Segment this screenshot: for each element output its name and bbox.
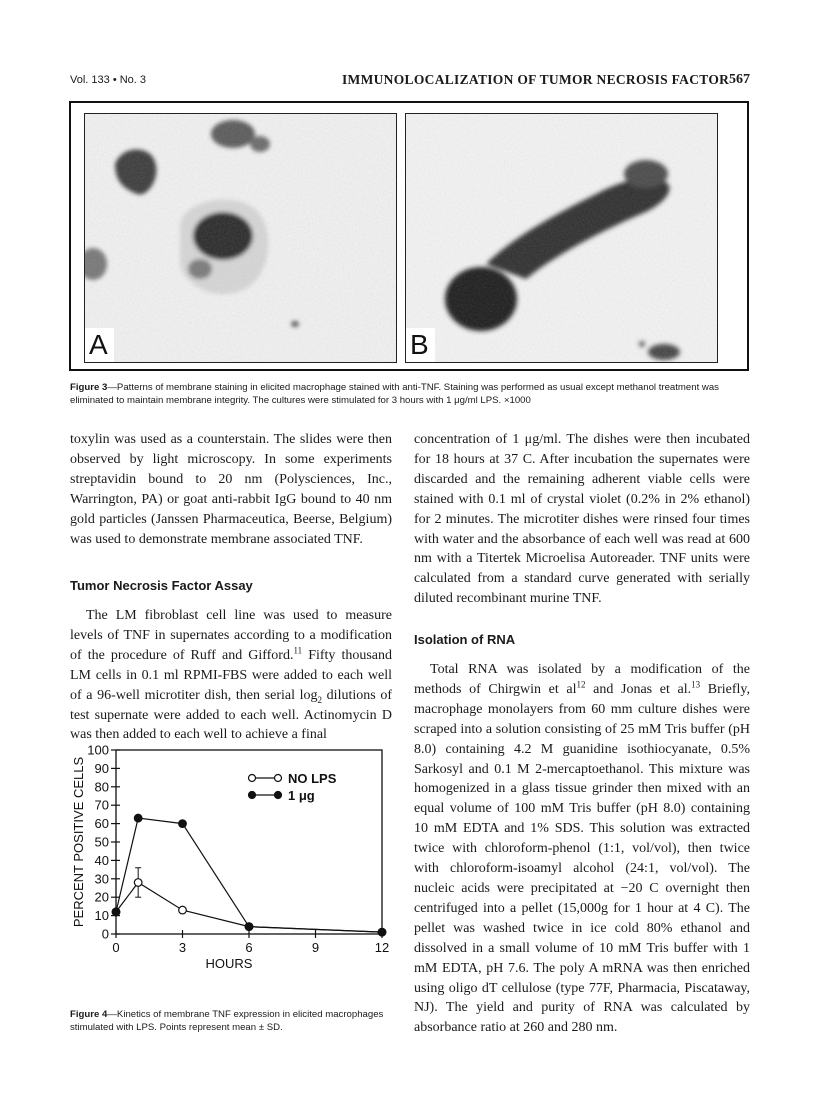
- section-isolation-of-rna: [414, 630, 750, 1038]
- paragraph-text: Total RNA was isolated by a modification of the methods of Chirgwin et al: [414, 662, 750, 697]
- y-tick-label: 10: [94, 908, 109, 924]
- data-point-open: [179, 906, 187, 914]
- series-line: [116, 818, 382, 932]
- volume-issue: Vol. 133 • No. 3: [70, 74, 147, 86]
- micrograph-panel-b: [405, 113, 718, 363]
- legend-marker: [249, 792, 256, 799]
- body-paragraph: toxylin was used as a counterstain. The slides were then observed by light microscopy. In some experiments streptavidin bound to 20 nm (Polysciences, Inc., Warrington, PA) or goat anti-rabbit IgG bound to 40 nm gold particles (Janssen Pharmaceutica, Beerse, Belgium) was used to demonstrate membrane associated TNF.: [70, 432, 392, 547]
- y-tick-label: 40: [94, 852, 109, 868]
- section-heading-isolation-of-rna: Isolation of RNA: [414, 632, 516, 647]
- y-tick-label: 60: [94, 816, 109, 832]
- legend-marker: [275, 775, 282, 782]
- reference-11: 11: [293, 645, 303, 656]
- data-point-filled: [112, 908, 120, 916]
- micrograph-a-image: [85, 114, 397, 363]
- x-tick-label: 6: [245, 940, 253, 955]
- paragraph-text: The LM fibroblast cell line was used to measure levels of TNF in supernates according to a modification of the procedure of Ruff and Gifford.: [70, 608, 392, 663]
- y-tick-label: 20: [94, 889, 109, 905]
- x-tick-label: 3: [178, 940, 187, 955]
- y-tick-label: 30: [94, 871, 109, 887]
- x-axis-label: HOURS: [205, 956, 253, 971]
- y-tick-label: 70: [94, 797, 109, 813]
- section-tnf-assay: [70, 576, 392, 745]
- y-axis-label: PERCENT POSITIVE CELLS: [71, 756, 86, 928]
- figure-3-label: Figure 3: [70, 382, 108, 393]
- data-point-filled: [179, 820, 187, 828]
- left-column-intro: [70, 430, 392, 549]
- figure-4-chart: [66, 738, 396, 1003]
- data-point-filled: [134, 814, 142, 822]
- paragraph-text: and Jonas et al.: [585, 681, 692, 697]
- page-number: 567: [729, 72, 750, 87]
- x-tick-label: 12: [374, 940, 390, 955]
- figure-4-caption: [70, 1008, 390, 1034]
- data-point-filled: [378, 928, 386, 936]
- body-paragraph: [70, 606, 392, 745]
- running-header: [70, 72, 750, 90]
- panel-b-label: B: [406, 328, 435, 362]
- y-tick-label: 90: [94, 760, 109, 776]
- right-column-intro: [414, 430, 750, 609]
- figure-3-caption-text: —Patterns of membrane staining in elicited macrophage stained with anti-TNF. Staining was performed as usual except methanol treatment was eliminated to maintain membrane integrity. The cultures were stimulated for 3 hours with 1 μg/ml LPS. ×1000: [70, 382, 719, 406]
- figure-4-label: Figure 4: [70, 1009, 108, 1020]
- reference-12: 12: [576, 679, 586, 690]
- legend-marker: [249, 775, 256, 782]
- y-tick-label: 80: [94, 779, 109, 795]
- micrograph-b-image: [406, 114, 718, 363]
- legend-label: NO LPS: [288, 771, 337, 786]
- y-tick-label: 50: [94, 834, 109, 850]
- running-title: IMMUNOLOCALIZATION OF TUMOR NECROSIS FACTOR: [342, 72, 730, 87]
- x-tick-label: 9: [311, 940, 320, 955]
- y-tick-label: 100: [87, 742, 109, 758]
- paragraph-text: Briefly, macrophage monolayers from 60 mm culture dishes were scraped into a solution consisting of 25 mM Tris buffer (pH 8.0) containing 4.2 M guanidine isothiocyanate, 0.5% Sarkosyl and 0.1 M 2-mercaptoethanol. This mixture was homogenized in a glass tissue grinder then mixed with an equal volume of 100 mM Tris buffer (pH 8.0) containing 10 mM EDTA and 1% SDS. This solution was extracted twice with chloroform-phenol (1:1, vol/vol), then twice with chloroform-isoamyl alcohol (24:1, vol/vol). The nucleic acids were precipitated at −20 C overnight then centrifuged into a pellet (15,000g for 1 hour at 4 C). The pellet was washed twice in ice cold 80% ethanol and dissolved in a small volume of 10 mM Tris buffer with 1 mM EDTA, pH 7.6. The poly A mRNA was then enriched using oligo dT cellulose (type 77F, Pharmacia, Piscataway, NJ). The yield and purity of RNA was calculated by absorbance ratio at 260 and 280 nm.: [414, 681, 750, 1036]
- figure-4-caption-text: —Kinetics of membrane TNF expression in elicited macrophages stimulated with LPS. Points represent mean ± SD.: [70, 1009, 384, 1033]
- legend-label: 1 μg: [288, 788, 315, 803]
- paragraph-text: Fifty thousand LM cells in 0.1 ml RPMI-FBS were added to each well of a 96-well microtiter dish, then serial log: [70, 647, 393, 703]
- y-tick-label: 0: [101, 926, 109, 942]
- reference-13: 13: [691, 679, 701, 690]
- x-tick-label: 0: [112, 940, 120, 955]
- log-subscript: 2: [317, 694, 323, 705]
- paragraph-text: dilutions of test supernate were added to each well. Actinomycin D was then added to each well to achieve a final: [70, 687, 392, 743]
- data-point-filled: [245, 923, 253, 931]
- section-heading-tnf-assay: Tumor Necrosis Factor Assay: [70, 578, 253, 593]
- data-point-open: [134, 879, 142, 887]
- micrograph-panel-a: [84, 113, 397, 363]
- figure-3-caption: [70, 381, 750, 407]
- figure-3-photographs: [69, 101, 749, 371]
- body-paragraph: [414, 660, 750, 1038]
- legend-marker: [275, 792, 282, 799]
- body-paragraph: concentration of 1 μg/ml. The dishes were then incubated for 18 hours at 37 C. After incubation the supernates were discarded and the remaining adherent viable cells were stained with 0.1 ml of crystal violet (0.2% in 2% ethanol) for 2 minutes. The microtiter dishes were rinsed four times with water and the absorbance of each well was read at 600 nm with a Titertek Microelisa Autoreader. TNF units were calculated from a standard curve generated with serially diluted recombinant murine TNF.: [414, 432, 750, 607]
- panel-a-label: A: [85, 328, 114, 362]
- figure-4-plot: [66, 738, 396, 1003]
